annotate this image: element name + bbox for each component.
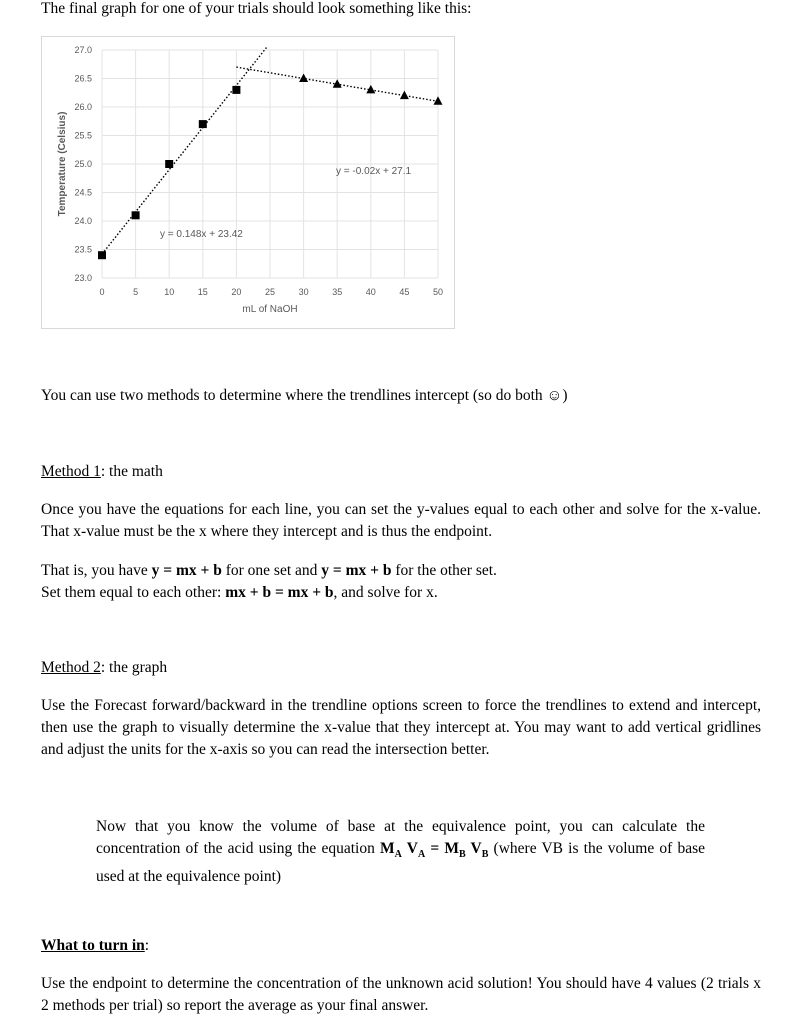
text: Set them equal to each other: (41, 584, 226, 601)
text: Now that you know the volume of base at the equivalence point, you can calculate the concentration of the acid using the equation (96, 818, 705, 857)
method1-heading-label: Method 1 (41, 463, 101, 480)
square-marker (98, 251, 106, 259)
text: for the other set. (391, 562, 497, 579)
x-axis-label: mL of NaOH (242, 304, 298, 315)
triangle-marker (299, 74, 308, 83)
equation: y = mx + b (321, 562, 392, 579)
text: That is, you have (41, 562, 152, 579)
intro-text: The final graph for one of your trials should look something like this: (41, 0, 472, 17)
y-tick-label: 25.0 (74, 159, 92, 169)
x-tick-label: 10 (164, 287, 175, 297)
square-marker (165, 160, 173, 168)
trendline-equation-2: y = -0.02x + 27.1 (336, 166, 412, 177)
method2-heading (41, 657, 167, 679)
square-marker (232, 86, 240, 94)
trendline-equation-1: y = 0.148x + 23.42 (160, 229, 243, 240)
methods-intro-text: You can use two methods to determine where the trendlines intercept (so do both ☺) (41, 387, 568, 404)
chart-canvas (42, 37, 456, 330)
colon: : (144, 937, 150, 954)
text: (where VB is the volume of base used at the equivalence point) (96, 840, 705, 886)
x-tick-label: 45 (399, 287, 410, 297)
y-tick-label: 27.0 (74, 45, 92, 55)
y-axis-label: Temperature (Celsius) (57, 111, 68, 217)
equation-ma-va-mb-vb: $M_A$ $V_A = M_B$ $V_B$ (380, 840, 489, 861)
x-tick-label: 50 (432, 287, 444, 297)
x-tick-label: 0 (99, 287, 105, 297)
y-tick-label: 23.5 (74, 244, 92, 255)
method2-heading-label: Method 2 (41, 659, 101, 676)
y-tick-label: 25.5 (74, 130, 92, 141)
triangle-marker (400, 91, 409, 100)
method1-line2 (41, 582, 438, 604)
y-tick-label: 24.0 (74, 216, 92, 226)
x-tick-label: 5 (133, 287, 139, 297)
y-tick-label: 23.0 (74, 273, 92, 283)
x-tick-label: 25 (264, 287, 276, 297)
x-tick-label: 15 (197, 287, 208, 297)
text: , and solve for x. (333, 584, 438, 601)
y-tick-label: 26.5 (74, 73, 92, 84)
equivalence-paragraph (96, 816, 705, 888)
method1-heading (41, 461, 163, 483)
method1-heading-rest: : the math (100, 463, 163, 480)
turn-in-heading (41, 935, 149, 957)
equation: y = mx + b (151, 562, 222, 579)
turn-in-heading-label: What to turn in (41, 937, 145, 954)
y-tick-label: 24.5 (74, 187, 92, 198)
method1-line1 (41, 560, 497, 582)
x-tick-label: 35 (332, 287, 343, 297)
equation: mx + b = mx + b (225, 584, 334, 601)
turn-in-body: Use the endpoint to determine the concentration of the unknown acid solution! You should have 4 values (2 trials x 2 methods per trial) so report the average as your final answer. (41, 975, 761, 1014)
x-tick-label: 20 (231, 287, 242, 297)
square-marker (132, 211, 140, 219)
triangle-marker (434, 96, 443, 105)
method2-heading-rest: : the graph (100, 659, 168, 676)
method1-body: Once you have the equations for each line, you can set the y-values equal to each other and solve for the x-value. That x-value must be the x where they intercept and is thus the endpoint. (41, 501, 761, 540)
y-tick-label: 26.0 (74, 102, 92, 112)
text: for one set and (221, 562, 322, 579)
titration-chart (41, 36, 455, 329)
method2-body: Use the Forecast forward/backward in the trendline options screen to force the trendlines to extend and intercept, then use the graph to visually determine the x-value that they intercept at. You may want to add vertical gridlines and adjust the units for the x-axis so you can read the intersection better. (41, 697, 761, 758)
square-marker (199, 120, 207, 128)
x-tick-label: 30 (298, 287, 309, 297)
x-tick-label: 40 (365, 287, 376, 297)
